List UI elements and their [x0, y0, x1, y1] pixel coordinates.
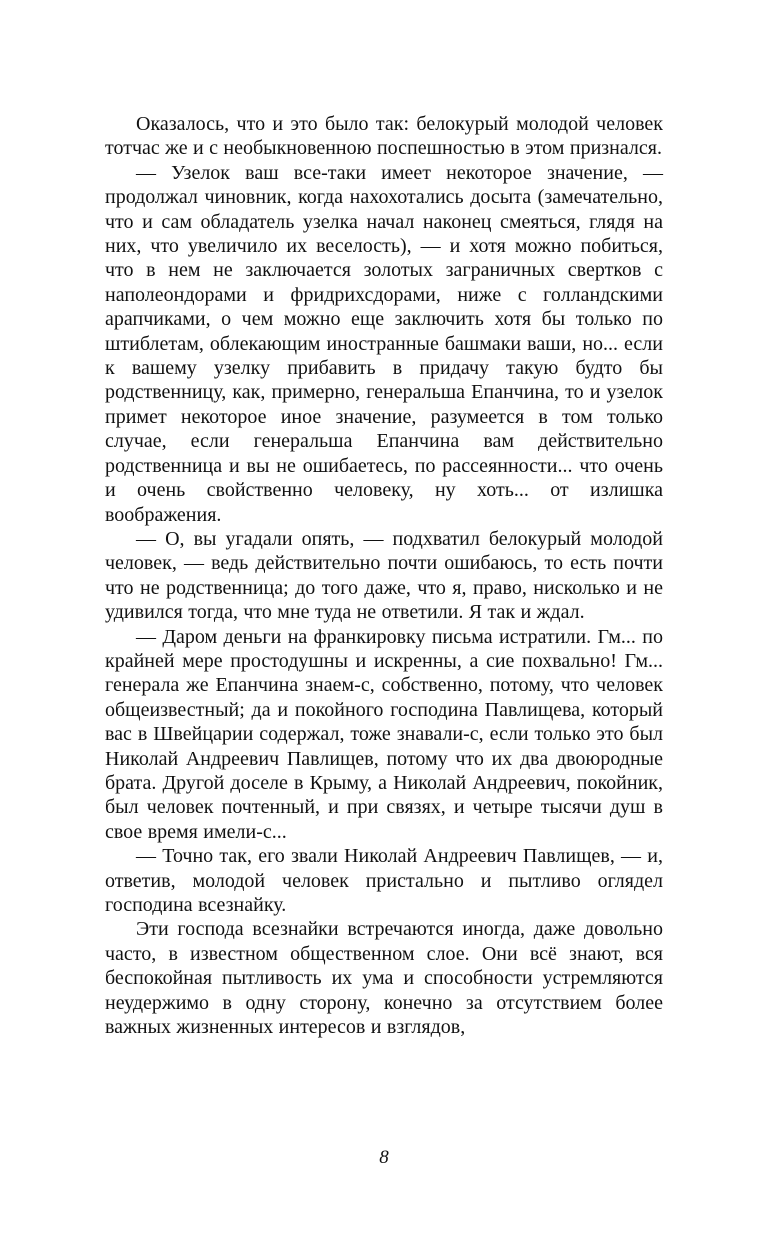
page-number: 8 [379, 1147, 389, 1168]
paragraph: — Даром деньги на франкировку письма истратили. Гм... по крайней мере простодушны и искренны, а сие похвально! Гм... генерала же Епанчина знаем-с, собственно, потому, что человек общеизвестный; да и покойного господина Павлищева, который вас в Швейцарии содержал, тоже знавали-с, если только это был Николай Андреевич Павлищев, потому что их два двоюродные брата. Другой доселе в Крыму, а Николай Андреевич, покойник, был человек почтенный, и при связях, и четыре тысячи душ в свое время имели-с... [105, 625, 663, 843]
paragraph: Эти господа всезнайки встречаются иногда, даже довольно часто, в известном общественном слое. Они всё знают, вся беспокойная пытливость их ума и способности устремляются неудержимо в одну сторону, конечно за отсутствием более важных жизненных интересов и взглядов, [105, 918, 663, 1039]
paragraph: — Узелок ваш все-таки имеет некоторое значение, — продолжал чиновник, когда нахохотались досыта (замечательно, что и сам обладатель узелка начал наконец смеяться, глядя на них, что увеличило их веселость), — и хотя можно побиться, что в нем не заключается золотых заграничных свертков с наполеондорами и фридрихсдорами, ниже с голландскими арапчиками, о чем можно еще заключить хотя бы только по штиблетам, облекающим иностранные башмаки ваши, но... если к вашему узелку прибавить в придачу такую будто бы родственницу, как, примерно, генеральша Епанчина, то и узелок примет некоторое иное значение, разумеется в том только случае, если генеральша Епанчина вам действительно родственница и вы не ошибаетесь, по рассеянности... что очень и очень свойственно человеку, ну хоть... от излишка воображения. [105, 161, 663, 526]
paragraph: Оказалось, что и это было так: белокурый молодой человек тотчас же и с необыкновенною поспешностью в этом признался. [105, 113, 663, 160]
paragraph: — Точно так, его звали Николай Андреевич Павлищев, — и, ответив, молодой человек пристально и пытливо оглядел господина всезнайку. [105, 845, 663, 916]
paragraph: — О, вы угадали опять, — подхватил белокурый молодой человек, — ведь действительно почти ошибаюсь, то есть почти что не родственница; до того даже, что я, право, нисколько и не удивился тогда, что мне туда не ответили. Я так и ждал. [105, 527, 663, 624]
page-text [105, 112, 663, 1039]
